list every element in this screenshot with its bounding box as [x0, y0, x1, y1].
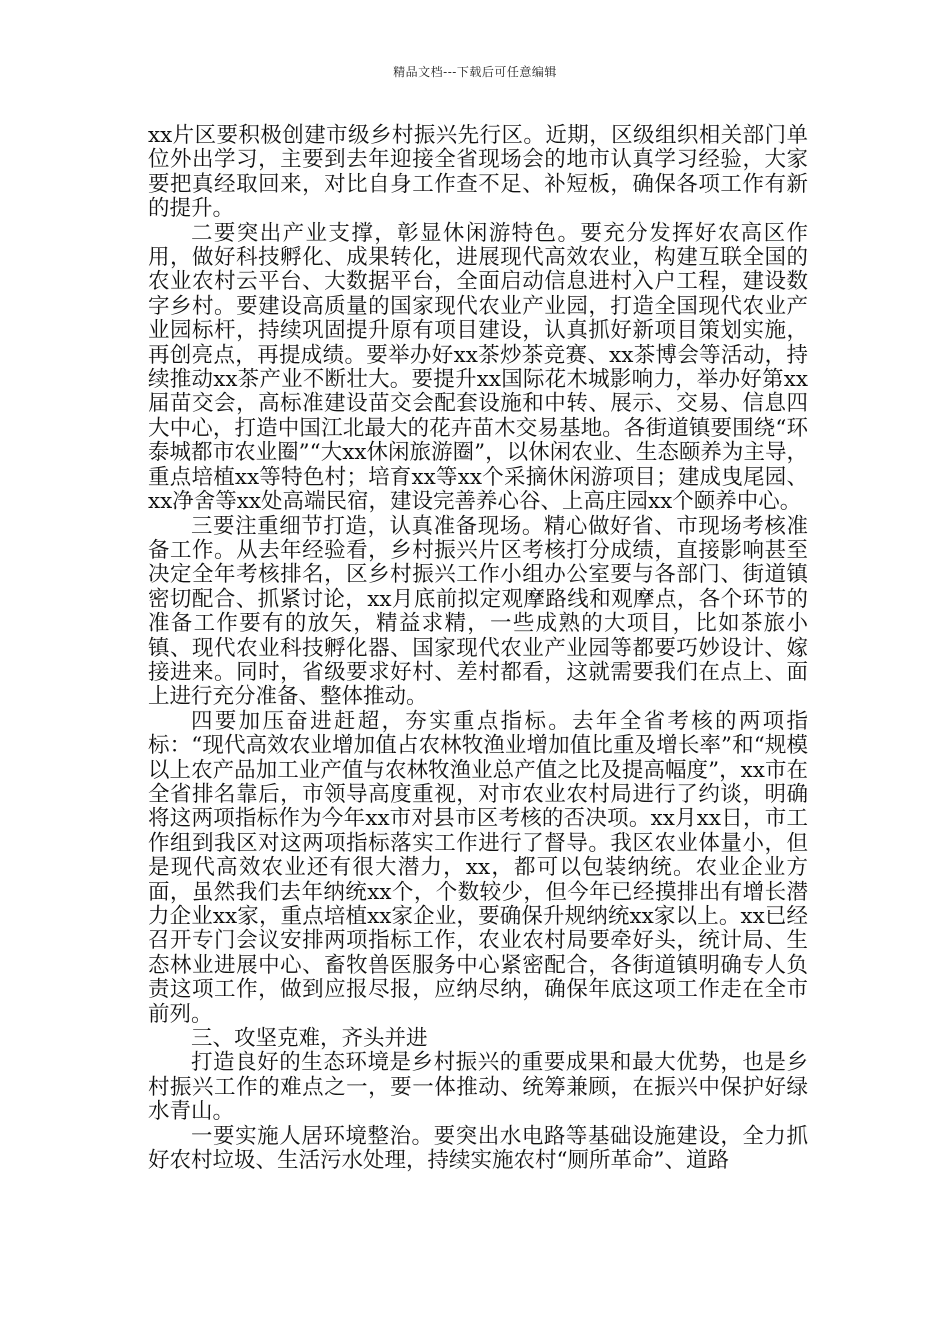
paragraph-3: 三要注重细节打造，认真准备现场。精心做好省、市现场考核准备工作。从去年经验看，乡村振兴片区考核打分成绩，直接影响甚至决定全年考核排名，区乡村振兴工作小组办公室要与各部门、街道镇密切配合、抓紧讨论，xx月底前拟定观摩路线和观摩点，各个环节的准备工作要有的放矢，精益求精，一些成熟的大项目，比如茶旅小镇、现代农业科技孵化器、国家现代农业产业园等都要巧妙设计、嫁接进来。同时，省级要求好村、差村都看，这就需要我们在点上、面上进行充分准备、整体推动。 — [148, 513, 808, 710]
paragraph-2: 二要突出产业支撑，彰显休闲游特色。要充分发挥好农高区作用，做好科技孵化、成果转化，进展现代高效农业，构建互联全国的农业农村云平台、大数据平台，全面启动信息进村入户工程，建设数字乡村。要建设高质量的国家现代农业产业园，打造全国现代农业产业园标杆，持续巩固提升原有项目建设，认真抓好新项目策划实施，再创亮点，再提成绩。要举办好xx茶炒茶竞赛、xx茶博会等活动，持续推动xx茶产业不断壮大。要提升xx国际花木城影响力，举办好第xx届苗交会，高标准建设苗交会配套设施和中转、展示、交易、信息四大中心，打造中国江北最大的花卉苗木交易基地。各街道镇要围绕“环泰城都市农业圈”“大xx休闲旅游圈”，以休闲农业、生态颐养为主导，重点培植xx等特色村；培育xx等xx个采摘休闲游项目；建成曳尾园、xx净舍等xx处高端民宿，建设完善养心谷、上高庄园xx个颐养中心。 — [148, 220, 808, 515]
paragraph-6: 一要实施人居环境整治。要突出水电路等基础设施建设，全力抓好农村垃圾、生活污水处理，持续实施农村“厕所革命”、道路 — [148, 1123, 808, 1174]
paragraph-1: xx片区要积极创建市级乡村振兴先行区。近期，区级组织相关部门单位外出学习，主要到去年迎接全省现场会的地市认真学习经验，大家要把真经取回来，对比自身工作查不足、补短板，确保各项工作有新的提升。 — [148, 123, 808, 222]
section-heading: 三、攻坚克难，齐头并进 — [191, 1026, 428, 1052]
paragraph-5: 打造良好的生态环境是乡村振兴的重要成果和最大优势，也是乡村振兴工作的难点之一，要一体推动、统筹兼顾，在振兴中保护好绿水青山。 — [148, 1050, 808, 1125]
paragraph-4: 四要加压奋进赶超，夯实重点指标。去年全省考核的两项指标：“现代高效农业增加值占农林牧渔业增加值比重及增长率”和“规模以上农产品加工业产值与农林牧渔业总产值之比及提高幅度”，xx市在全省排名靠后，市领导高度重视，对市农业农村局进行了约谈，明确将这两项指标作为今年xx市对县市区考核的否决项。xx月xx日，市工作组到我区对这两项指标落实工作进行了督导。我区农业体量小，但是现代高效农业还有很大潜力，xx，都可以包装纳统。农业企业方面，虽然我们去年纳统xx个，个数较少，但今年已经摸排出有增长潜力企业xx家，重点培植xx家企业，要确保升规纳统xx家以上。xx已经召开专门会议安排两项指标工作，农业农村局要牵好头，统计局、生态林业进展中心、畜牧兽医服务中心紧密配合，各街道镇明确专人负责这项工作，做到应报尽报，应纳尽纳，确保年底这项工作走在全市前列。 — [148, 708, 808, 1027]
page-header: 精品文档---下载后可任意编辑 — [393, 65, 557, 79]
document-body — [148, 124, 808, 1173]
